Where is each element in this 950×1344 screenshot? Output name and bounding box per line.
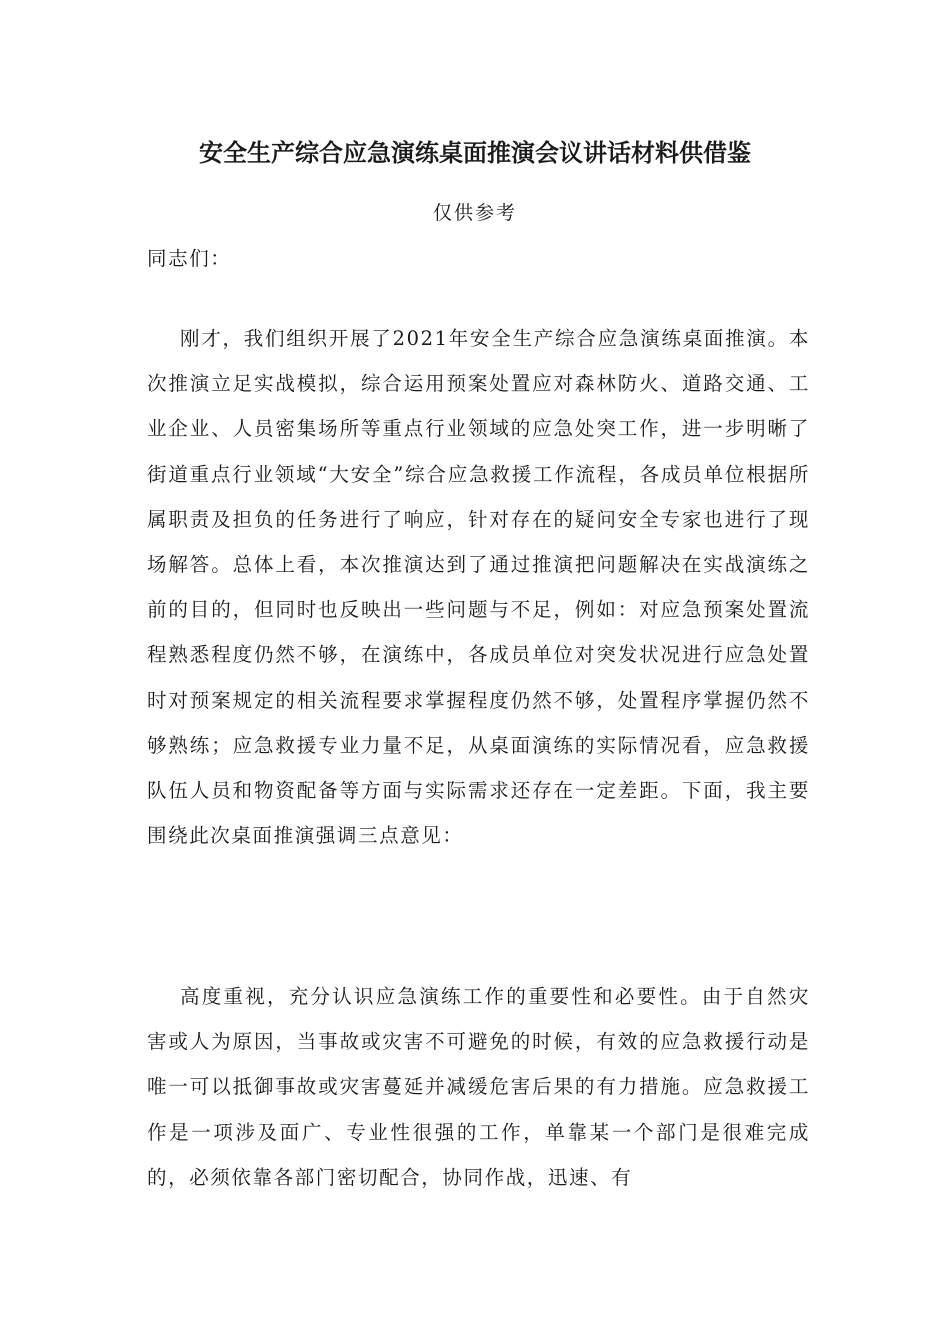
document-title: 安全生产综合应急演练桌面推演会议讲话材料供借鉴 <box>199 139 751 167</box>
paragraph-1: 刚才，我们组织开展了2021年安全生产综合应急演练桌面推演。本次推演立足实战模拟，综合运用预案处置应对森林防火、道路交通、工业企业、人员密集场所等重点行业领域的应急处突工作，进一步明晰了街道重点行业领域“大安全”综合应急救援工作流程，各成员单位根据所属职责及担负的任务进行了响应，针对存在的疑问安全专家也进行了现场解答。总体上看，本次推演达到了通过推演把问题解决在实战演练之前的目的，但同时也反映出一些问题与不足，例如：对应急预案处置流程熟悉程度仍然不够，在演练中，各成员单位对突发状况进行应急处置时对预案规定的相关流程要求掌握程度仍然不够，处置程序掌握仍然不够熟练；应急救援专业力量不足，从桌面演练的实际情况看，应急救援队伍人员和物资配备等方面与实际需求还存在一定差距。下面，我主要围绕此次桌面推演强调三点意见： <box>147 327 810 848</box>
salutation: 同志们： <box>147 247 232 270</box>
paragraph-2: 高度重视，充分认识应急演练工作的重要性和必要性。由于自然灾害或人为原因，当事故或灾害不可避免的时候，有效的应急救援行动是唯一可以抵御事故或灾害蔓延并减缓危害后果的有力措施。应急救援工作是一项涉及面广、专业性很强的工作，单靠某一个部门是很难完成的，必须依靠各部门密切配合，协同作战，迅速、有 <box>147 985 810 1189</box>
document-subtitle: 仅供参考 <box>432 202 517 224</box>
